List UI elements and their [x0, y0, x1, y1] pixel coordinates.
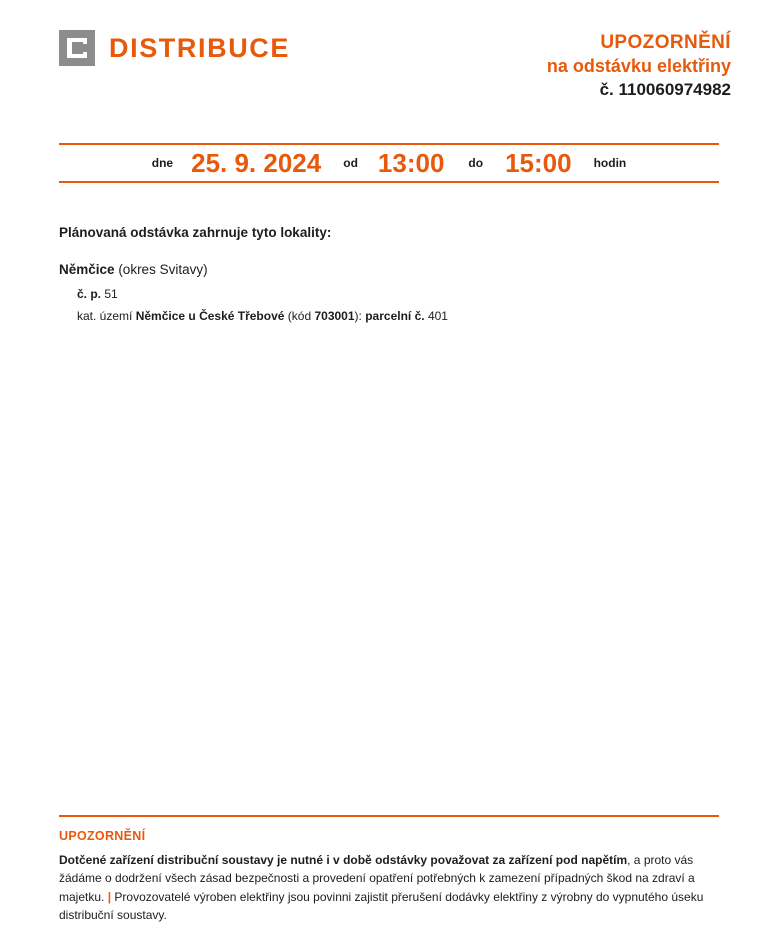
document-footer — [45, 815, 733, 924]
cez-logo-icon — [59, 30, 95, 66]
code-label: (kód — [287, 309, 312, 324]
notice-heading — [547, 30, 733, 101]
label-date: dne — [151, 156, 174, 171]
footer-title: UPOZORNĚNÍ — [59, 829, 146, 844]
parcel-value: 401 — [427, 309, 448, 324]
label-from: od — [343, 156, 358, 171]
house-numbers-line — [77, 285, 719, 303]
cadastre-name: Němčice u České Třebové — [135, 309, 285, 324]
locality-entry — [59, 262, 719, 325]
label-to: do — [468, 156, 484, 171]
notice-subtitle: na odstávku elektřiny — [546, 56, 731, 77]
outage-time-from: 13:00 — [377, 147, 445, 178]
footer-separator: | — [107, 889, 112, 904]
label-hours: hodin — [593, 156, 627, 171]
document-header — [45, 0, 733, 101]
house-numbers-label: č. p. — [77, 287, 102, 302]
brand-name: DISTRIBUCE — [109, 32, 291, 63]
footer-bold-part: Dotčené zařízení distribuční soustavy je nutné i v době odstávky považovat za zařízení pod napětím — [59, 853, 628, 868]
locality-heading — [59, 262, 719, 277]
footer-divider — [59, 815, 719, 817]
datebar-wrapper — [45, 143, 733, 183]
house-numbers-value: 51 — [104, 287, 118, 302]
locality-city: Němčice — [59, 262, 115, 278]
intro-text: Plánovaná odstávka zahrnuje tyto lokality: — [59, 225, 332, 241]
cadastre-line — [77, 307, 719, 325]
notice-number: č. 110060974982 — [599, 79, 731, 99]
outage-time-to: 15:00 — [505, 147, 572, 178]
cadastre-code: 703001 — [314, 309, 355, 324]
parcel-label: parcelní č. — [365, 309, 425, 324]
footer-rest-part: , a proto vás žádáme o dodržení všech zásad bezpečnosti a provedení opatření potřebných k zamezení případných škod na zdraví a majetku. — [59, 853, 695, 904]
document-body — [45, 225, 733, 325]
code-suffix: ): — [354, 309, 362, 324]
outage-date: 25. 9. 2024 — [191, 147, 322, 178]
notice-title: UPOZORNĚNÍ — [600, 32, 731, 53]
brand-block — [45, 30, 290, 66]
footer-text — [59, 851, 719, 924]
outage-datebar — [59, 143, 719, 183]
locality-district: (okres Svitavy) — [118, 262, 208, 278]
cadastre-label: kat. území — [77, 309, 133, 324]
footer-tail-part: Provozovatelé výroben elektřiny jsou povinni zajistit přerušení dodávky elektřiny z výrobny do vypnutého úseku distribuční soustavy. — [59, 889, 704, 922]
